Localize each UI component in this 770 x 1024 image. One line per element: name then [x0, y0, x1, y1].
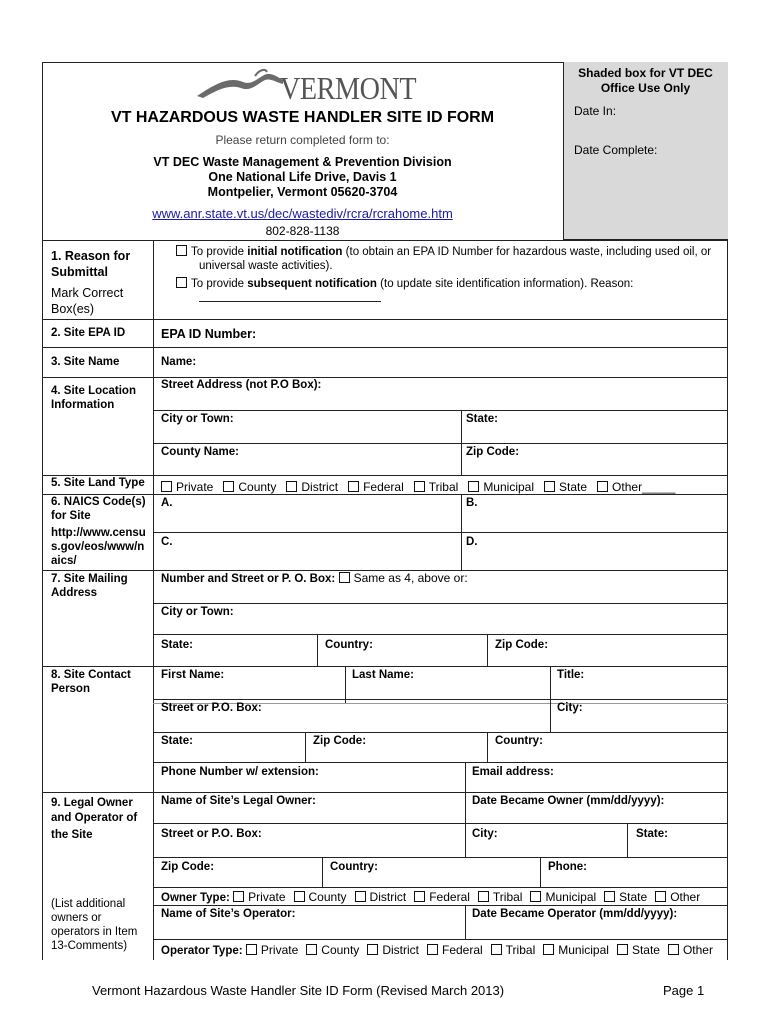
site-location-label: 4. Site Location Information	[51, 385, 136, 411]
vermont-mountain-logo-icon	[195, 66, 285, 98]
column-divider	[550, 666, 551, 732]
program-website-link[interactable]: www.anr.state.vt.us/dec/wastediv/rcra/rcrahome.htm	[152, 206, 453, 221]
divider	[153, 699, 728, 700]
column-divider	[322, 857, 323, 887]
subsequent-notification-option[interactable]: To provide subsequent notification (to update site identification information). Reason:	[176, 277, 633, 292]
county-name-field[interactable]: County Name:	[161, 446, 239, 458]
divider	[42, 377, 728, 378]
operator-type-federal-checkbox[interactable]	[427, 944, 438, 955]
land-type-county[interactable]: County	[223, 480, 276, 495]
column-divider	[461, 494, 462, 570]
owner-zip-field[interactable]: Zip Code:	[161, 861, 215, 873]
divider	[153, 410, 728, 411]
site-name-field[interactable]: Name:	[161, 356, 197, 368]
divider	[42, 666, 728, 667]
owner-type-other-checkbox[interactable]	[655, 891, 666, 902]
operator-type-municipal-checkbox[interactable]	[543, 944, 554, 955]
subsequent-notification-checkbox[interactable]	[176, 277, 187, 288]
contact-phone-field[interactable]: Phone Number w/ extension:	[161, 766, 319, 778]
label-column-divider	[153, 240, 154, 960]
contact-city-field[interactable]: City:	[557, 702, 583, 714]
owner-phone-field[interactable]: Phone:	[548, 861, 587, 873]
divider	[153, 762, 728, 763]
owner-type-federal-checkbox[interactable]	[414, 891, 425, 902]
mailing-state-field[interactable]: State:	[161, 639, 193, 651]
legal-owner-operator-label: 9. Legal Owner and Operator of the Site	[51, 797, 138, 841]
naics-codes-label: 6. NAICS Code(s) for Site	[51, 496, 146, 522]
operator-date-field[interactable]: Date Became Operator (mm/dd/yyyy):	[472, 908, 678, 920]
naics-code-a-field[interactable]: A.	[161, 497, 173, 509]
naics-code-c-field[interactable]: C.	[161, 536, 173, 548]
land-type-tribal-checkbox[interactable]	[414, 481, 425, 492]
operator-type-options: Operator Type: Private County District Federal Tribal Municipal State Other	[161, 943, 713, 957]
contact-state-field[interactable]: State:	[161, 735, 193, 747]
mailing-address: VT DEC Waste Management & Prevention Division One National Life Drive, Davis 1 Montpelier, Vermont 05620-3704	[153, 155, 452, 199]
divider	[153, 939, 728, 940]
contact-email-field[interactable]: Email address:	[472, 766, 554, 778]
land-type-district-checkbox[interactable]	[286, 481, 297, 492]
column-divider	[540, 857, 541, 887]
owner-type-private-checkbox[interactable]	[233, 891, 244, 902]
land-type-private[interactable]: Private	[161, 480, 213, 495]
site-name-label: 3. Site Name	[51, 356, 120, 368]
operator-type-district-checkbox[interactable]	[367, 944, 378, 955]
mailing-zip-field[interactable]: Zip Code:	[495, 639, 549, 651]
footer-page-number: Page 1	[663, 983, 705, 998]
site-epa-id-label: 2. Site EPA ID	[51, 327, 126, 339]
column-divider	[627, 823, 628, 857]
operator-name-field[interactable]: Name of Site’s Operator:	[161, 908, 296, 920]
site-contact-label: 8. Site Contact Person	[51, 669, 131, 695]
contact-zip-field[interactable]: Zip Code:	[313, 735, 367, 747]
column-divider	[345, 666, 346, 703]
date-in-field[interactable]: Date In:	[574, 104, 617, 118]
divider	[153, 532, 728, 533]
land-type-options	[161, 480, 683, 495]
site-zip-field[interactable]: Zip Code:	[466, 446, 520, 458]
contact-street-field[interactable]: Street or P.O. Box:	[161, 702, 262, 714]
divider	[42, 475, 728, 476]
owner-type-state-checkbox[interactable]	[604, 891, 615, 902]
date-complete-field[interactable]: Date Complete:	[574, 143, 658, 157]
divider	[153, 857, 728, 858]
program-phone: 802-828-1138	[265, 224, 340, 238]
land-type-district[interactable]: District	[286, 480, 338, 495]
street-address-field[interactable]: Street Address (not P.O Box):	[161, 379, 322, 391]
owner-type-district-checkbox[interactable]	[355, 891, 366, 902]
operator-type-tribal-checkbox[interactable]	[491, 944, 502, 955]
mailing-street-field[interactable]: Number and Street or P. O. Box: Same as 4, above or:	[161, 571, 468, 585]
land-type-municipal[interactable]: Municipal	[468, 480, 534, 495]
divider	[153, 887, 728, 888]
footer-form-revision: Vermont Hazardous Waste Handler Site ID Form (Revised March 2013)	[92, 983, 505, 998]
land-type-federal[interactable]: Federal	[348, 480, 404, 495]
contact-last-name-field[interactable]: Last Name:	[352, 669, 414, 681]
owner-country-field[interactable]: Country:	[330, 861, 378, 873]
divider	[42, 319, 728, 320]
divider	[153, 634, 728, 635]
column-divider	[461, 410, 462, 475]
owner-type-county-checkbox[interactable]	[294, 891, 305, 902]
initial-notification-line2: universal waste activities).	[199, 260, 333, 272]
land-type-other-checkbox[interactable]	[597, 481, 608, 492]
contact-title-field[interactable]: Title:	[557, 669, 585, 681]
owner-street-field[interactable]: Street or P.O. Box:	[161, 828, 262, 840]
site-land-type-label: 5. Site Land Type	[51, 477, 145, 489]
site-mailing-address-label: 7. Site Mailing Address	[51, 573, 128, 599]
owner-type-municipal-checkbox[interactable]	[530, 891, 541, 902]
owner-city-field[interactable]: City:	[472, 828, 498, 840]
return-note: Please return completed form to:	[215, 133, 390, 147]
divider	[42, 347, 728, 348]
land-type-other[interactable]: Other_____	[597, 480, 675, 495]
form-title: VT HAZARDOUS WASTE HANDLER SITE ID FORM	[110, 109, 495, 126]
column-divider	[305, 732, 306, 762]
legal-owner-name-field[interactable]: Name of Site’s Legal Owner:	[161, 795, 316, 807]
divider	[153, 823, 728, 824]
divider	[153, 603, 728, 604]
site-city-field[interactable]: City or Town:	[161, 413, 234, 425]
mailing-city-field[interactable]: City or Town:	[161, 606, 234, 618]
mark-correct-boxes-note: Mark Correct Box(es)	[51, 286, 124, 316]
site-state-field[interactable]: State:	[466, 413, 498, 425]
column-divider	[317, 634, 318, 666]
divider	[42, 792, 728, 793]
vermont-logo-text: VERMONT	[280, 70, 417, 106]
operator-type-other-checkbox[interactable]	[668, 944, 679, 955]
epa-id-number-field[interactable]: EPA ID Number:	[161, 327, 257, 341]
naics-code-d-field[interactable]: D.	[466, 536, 478, 548]
same-as-above-checkbox[interactable]	[339, 572, 350, 583]
column-divider	[487, 634, 488, 666]
column-divider	[465, 762, 466, 857]
mailing-country-field[interactable]: Country:	[325, 639, 373, 651]
initial-notification-checkbox[interactable]	[176, 245, 187, 256]
owner-date-field[interactable]: Date Became Owner (mm/dd/yyyy):	[472, 795, 665, 807]
land-type-municipal-checkbox[interactable]	[468, 481, 479, 492]
land-type-county-checkbox[interactable]	[223, 481, 234, 492]
naics-code-b-field[interactable]: B.	[466, 497, 478, 509]
operator-type-private-checkbox[interactable]	[246, 944, 257, 955]
owner-type-options: Owner Type: Private County District Federal Tribal Municipal State Other	[161, 890, 701, 904]
reason-for-submittal-label: 1. Reason for Submittal	[51, 249, 131, 279]
column-divider	[487, 732, 488, 762]
additional-owners-note: (List additional owners or operators in Item 13-Comments)	[51, 898, 138, 952]
divider	[42, 240, 728, 241]
land-type-private-checkbox[interactable]	[161, 481, 172, 492]
operator-type-state-checkbox[interactable]	[617, 944, 628, 955]
contact-country-field[interactable]: Country:	[495, 735, 543, 747]
divider	[153, 732, 728, 733]
land-type-state-checkbox[interactable]	[544, 481, 555, 492]
contact-first-name-field[interactable]: First Name:	[161, 669, 225, 681]
divider	[153, 443, 728, 444]
naics-url-link[interactable]: http://www.censu s.gov/eos/www/n aics/	[51, 527, 146, 567]
operator-type-county-checkbox[interactable]	[306, 944, 317, 955]
owner-state-field[interactable]: State:	[636, 828, 668, 840]
reason-input-line[interactable]	[199, 301, 381, 302]
owner-type-tribal-checkbox[interactable]	[478, 891, 489, 902]
land-type-state[interactable]: State	[544, 480, 587, 495]
land-type-tribal[interactable]: Tribal	[414, 480, 459, 495]
initial-notification-option[interactable]: To provide initial notification (to obtain an EPA ID Number for hazardous waste, including used oil, or	[176, 245, 711, 260]
land-type-federal-checkbox[interactable]	[348, 481, 359, 492]
column-divider	[465, 905, 466, 939]
office-use-title: Shaded box for VT DEC Office Use Only	[578, 66, 713, 95]
